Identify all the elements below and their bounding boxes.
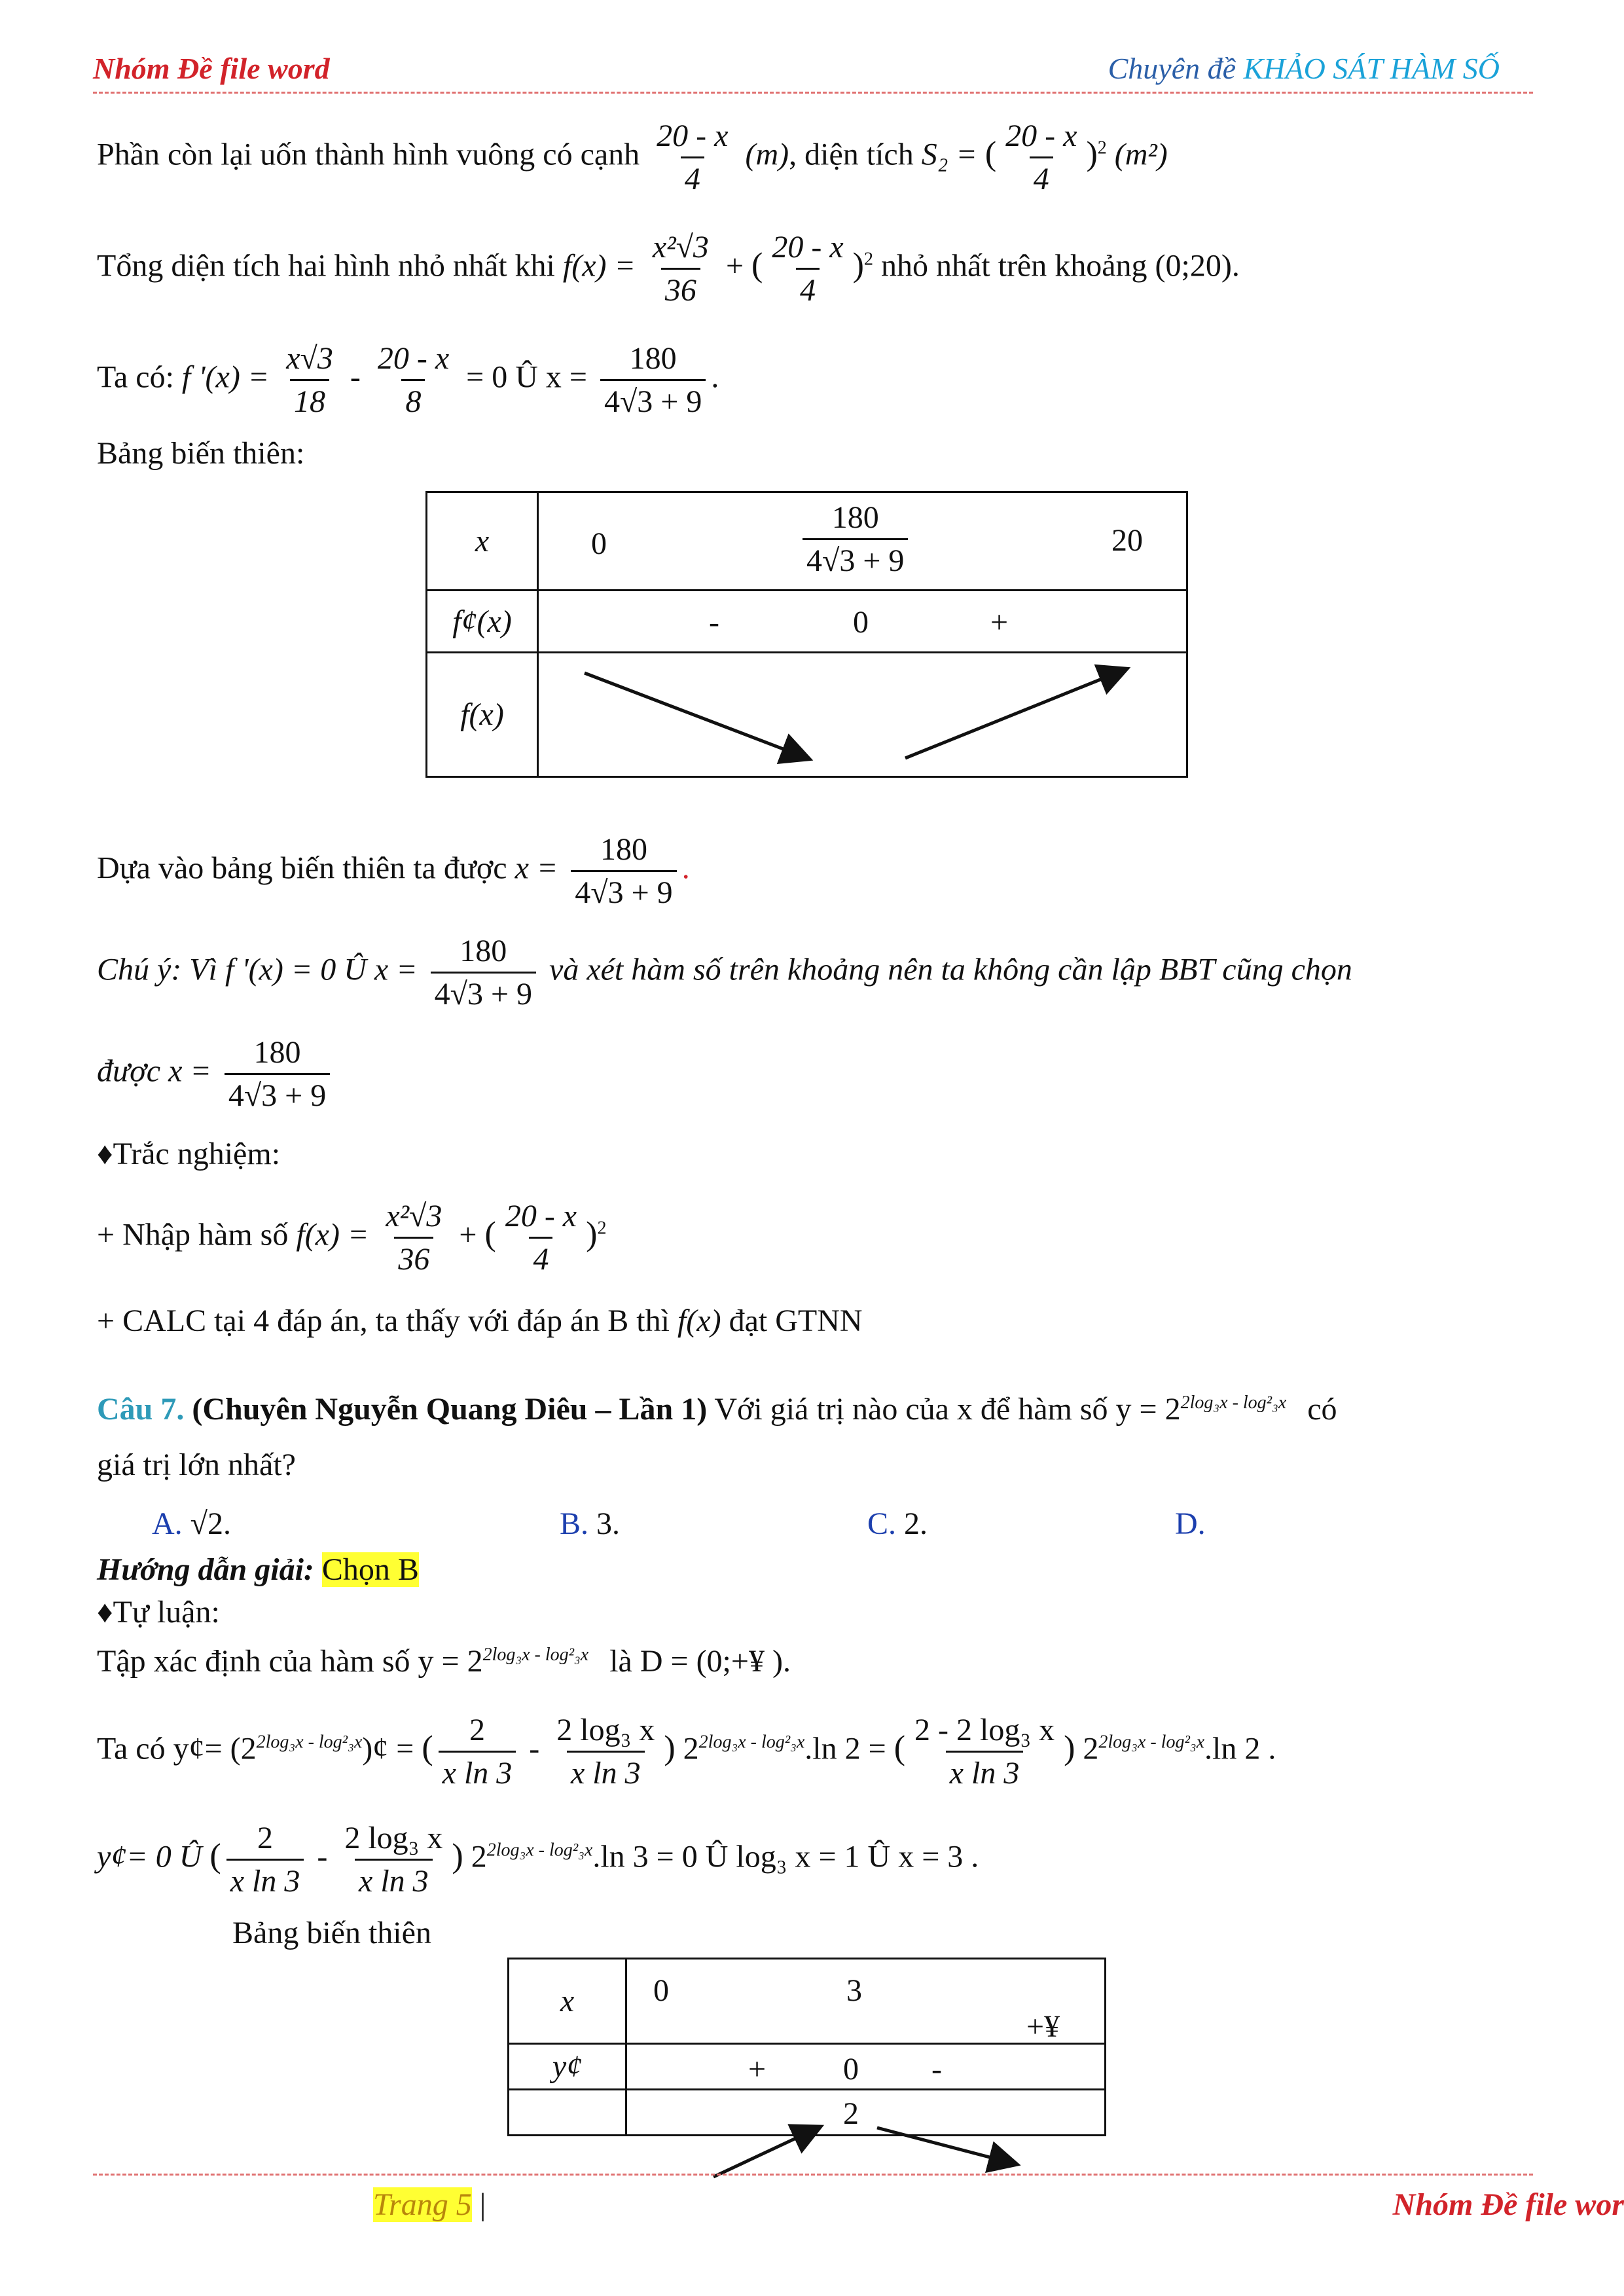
t2-arrows-svg — [707, 2115, 1047, 2187]
header-group-name: Nhóm Đề file word — [93, 52, 330, 85]
q7-guide: Hướng dẫn giải: Chọn B — [97, 1552, 419, 1587]
tn-line-2: + CALC tại 4 đáp án, ta thấy với đáp án B thì f(x) đạt GTNN — [97, 1303, 863, 1338]
t1-f-arrows — [538, 653, 1187, 777]
variation-table-1 — [425, 491, 1188, 778]
note-line-1: Chú ý: Vì f '(x) = 0 Û x = $\frac{180}{4√3 + 9}$ và xét hàm số trên khoảng nên ta không cần lập BBT cũng chọn — [97, 934, 1352, 1011]
t1-x-values: 0 $\frac{180}{4√3 + 9}$ 20 — [538, 492, 1187, 591]
header-topic: Chuyên đề KHẢO SÁT HÀM SỐ — [1108, 52, 1500, 85]
line-square-side: Phần còn lại uốn thành hình vuông có cạnh $\frac{20 - x}{4}$ (m), diện tích S₂ = ( $\frac{20 - x}{4}$ )$^2$ (m²) — [97, 118, 1168, 196]
q7-option-b[interactable]: B. 3. — [560, 1506, 621, 1541]
t2-x-values: 0 3 +¥ — [626, 1959, 1106, 2044]
t2-arrow-up — [713, 2128, 818, 2177]
t2-y-label — [509, 2090, 626, 2136]
tn-title: ♦Trắc nghiệm: — [97, 1137, 281, 1171]
q7-zero: y¢= 0 Û ( $\frac{2}{\text{x ln 3}}$ - $\frac{\text{2 log₃ x}}{\text{x ln 3}}$ ) $2^{2log_3x - log^2_3x}.\ln$ 3 = 0 Û log₃ x = 1 Û x = 3 . — [97, 1821, 979, 1899]
t1-x-label: x — [427, 492, 538, 591]
bbt2-title: Bảng biến thiên — [232, 1916, 431, 1950]
t2-yprime-label: y¢ — [509, 2044, 626, 2090]
q7-answer: Chọn B — [321, 1552, 419, 1587]
t2-yprime-signs: + 0 - — [626, 2044, 1106, 2090]
q7-option-a[interactable]: A. √2. — [152, 1506, 232, 1541]
t1-fprime-label: f¢(x) — [427, 591, 538, 653]
note-line-2: được x = $\frac{180}{4√3 + 9}$ — [97, 1034, 335, 1114]
q7-tu-luan: ♦Tự luận: — [97, 1595, 220, 1630]
line-derivative: Ta có: f '(x) = $\frac{x√3}{18}$ - $\frac{20 - x}{8}$ = 0 Û x = $\frac{180}{4√3 + 9}$ . — [97, 341, 719, 419]
t1-f-label: f(x) — [427, 653, 538, 777]
q7-domain: Tập xác định của hàm số $y = 2^{2log_3x - log^2_3x}$ là D = (0;+¥ ). — [97, 1644, 791, 1679]
t1-arrows-svg — [539, 653, 1187, 778]
t1-arrow-down — [585, 673, 807, 758]
header-rule — [93, 92, 1533, 94]
bbt-title: Bảng biến thiên: — [97, 436, 305, 471]
line-total-area: Tổng diện tích hai hình nhỏ nhất khi f(x) = $\frac{\text{x²√3}}{36}$ + ( $\frac{20 - x}{4}$ )$^2$ nhỏ nhất trên khoảng (0;20). — [97, 230, 1240, 308]
footer-page: Trang 5 | — [373, 2187, 486, 2222]
tn-line-1: + Nhập hàm số f(x) = $\frac{\text{x²√3}}{36}$ + ( $\frac{20 - x}{4}$ )$^2$ — [97, 1199, 607, 1277]
t2-arrow-down — [877, 2128, 1015, 2164]
q7-line-1: Câu 7. (Chuyên Nguyễn Quang Diêu – Lần 1) Với giá trị nào của x để hàm số $y = 2^{2log_3x - log^2_3x}$ có — [97, 1392, 1337, 1427]
t1-fprime-signs: - 0 + — [538, 591, 1187, 653]
t1-arrow-up — [905, 670, 1125, 758]
t2-y-values: 2 — [626, 2090, 1106, 2136]
footer-group-name: Nhóm Đề file wor — [1392, 2187, 1624, 2222]
q7-derivative: Ta có y¢= $(2^{2log_3x - log^2_3x})¢$ = ( $\frac{2}{\text{x ln 3}}$ - $\frac{\text{2 log₃ x}}{\text{x ln 3}}$ ) $2^{2log_3x - log^2_3x}.\ln$ 2 = ( $\frac{\text{2 - 2 log₃ x}}{\text{x ln 3}}$ ) $2^{2log_3x - log^2_3x}.\ln$ 2 . — [97, 1713, 1276, 1791]
q7-line-2: giá trị lớn nhất? — [97, 1448, 296, 1482]
variation-table-2 — [507, 1958, 1106, 2136]
q7-option-d[interactable]: D. — [1175, 1506, 1206, 1541]
t2-x-label: x — [509, 1959, 626, 2044]
q7-option-c[interactable]: C. 2. — [867, 1506, 928, 1541]
footer-rule — [93, 2174, 1533, 2176]
line-conclusion: Dựa vào bảng biến thiên ta được x = $\frac{180}{4√3 + 9}$ . — [97, 832, 690, 910]
